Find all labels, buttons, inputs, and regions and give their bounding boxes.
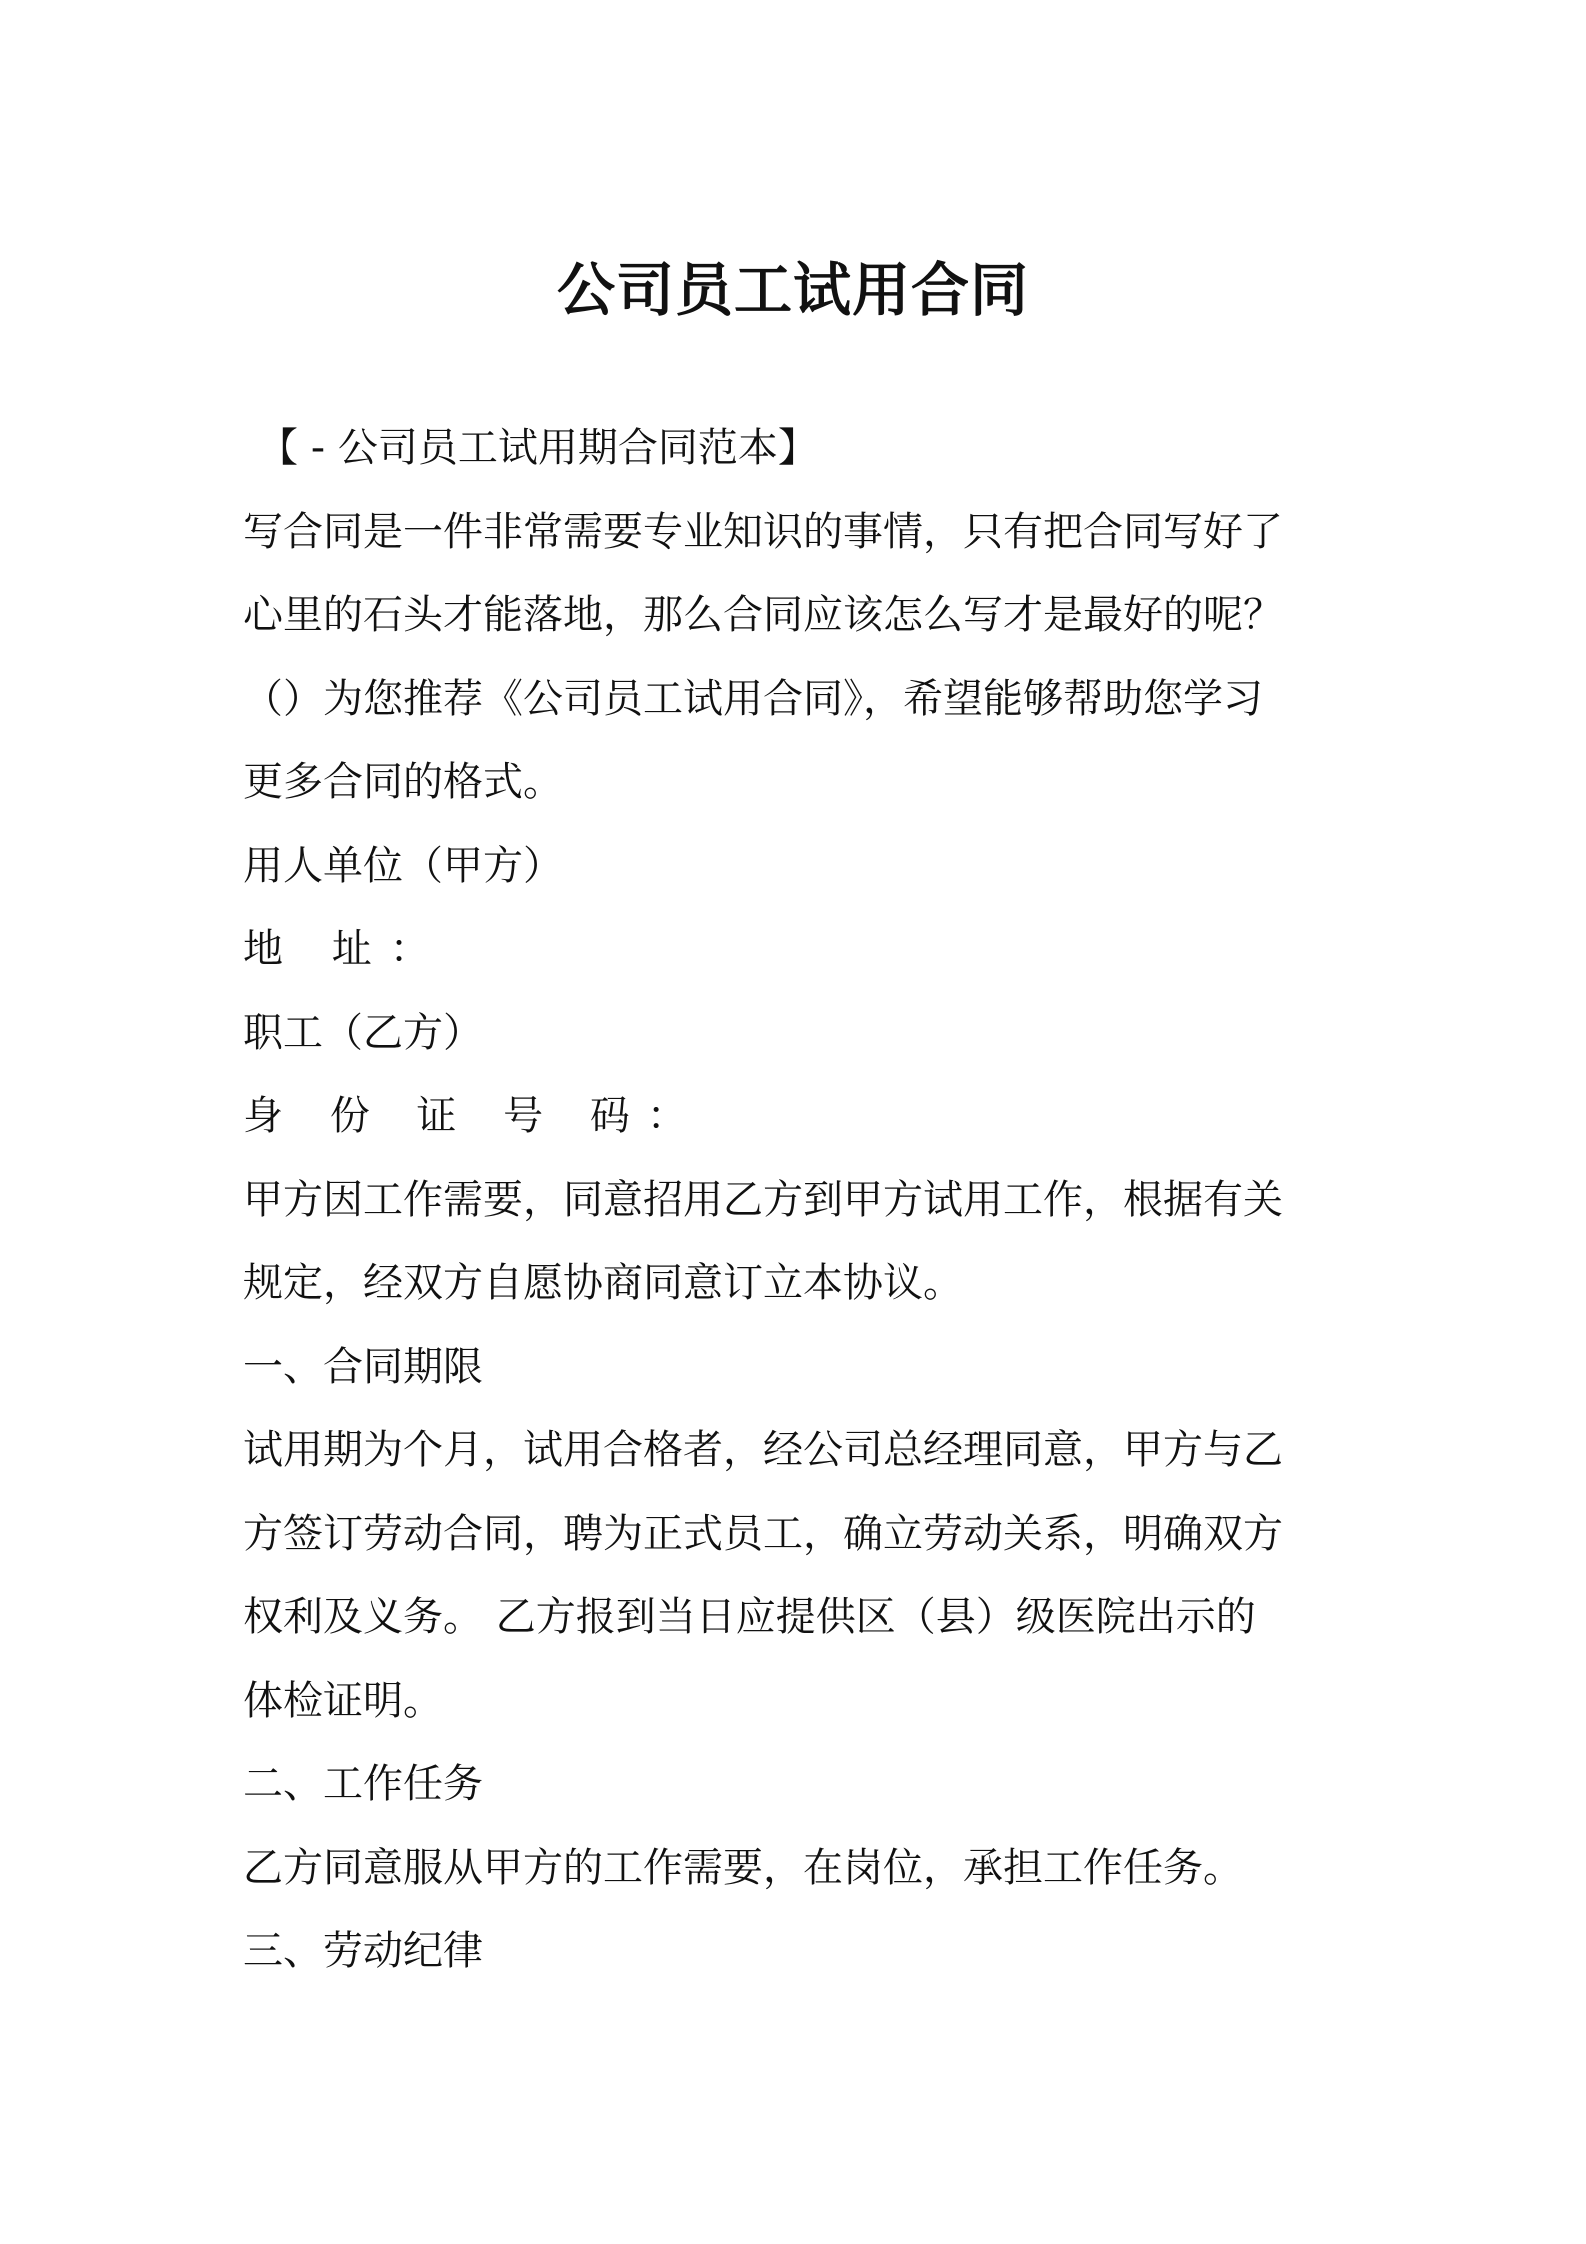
preamble-line: 规定，经双方自愿协商同意订立本协议。	[243, 1260, 963, 1306]
address-label: 地 址：	[243, 926, 448, 972]
intro-line: 写合同是一件非常需要专业知识的事情，只有把合同写好了	[243, 508, 1283, 555]
document-subtitle: 【 - 公司员工试用期合同范本】	[258, 425, 818, 471]
document-title: 公司员工试用合同	[556, 256, 1029, 324]
party-a-label: 用人单位（甲方）	[243, 842, 563, 889]
party-b-label: 职工（乙方）	[243, 1009, 483, 1056]
intro-line: 更多合同的格式。	[243, 759, 563, 805]
id-number-label: 身 份 证 号 码：	[243, 1093, 704, 1139]
section-term-line: 试用期为个月，试用合格者，经公司总经理同意，甲方与乙	[243, 1427, 1283, 1473]
section-heading-term: 一、合同期限	[243, 1343, 483, 1390]
section-tasks-line: 乙方同意服从甲方的工作需要，在岗位，承担工作任务。	[243, 1844, 1243, 1891]
intro-line: 心里的石头才能落地，那么合同应该怎么写才是最好的呢？	[243, 592, 1283, 638]
section-term-line: 体检证明。	[243, 1677, 443, 1724]
section-heading-tasks: 二、工作任务	[243, 1761, 483, 1807]
document-body	[243, 407, 1353, 1994]
section-term-line: 方签订劳动合同，聘为正式员工，确立劳动关系，明确双方	[243, 1510, 1283, 1557]
section-term-line: 权利及义务。 乙方报到当日应提供区（县）级医院出示的	[243, 1594, 1256, 1640]
intro-line: （）为您推荐《公司员工试用合同》，希望能够帮助您学习	[243, 675, 1263, 722]
preamble-line: 甲方因工作需要，同意招用乙方到甲方试用工作，根据有关	[243, 1176, 1283, 1223]
section-heading-discipline: 三、劳动纪律	[243, 1928, 483, 1974]
